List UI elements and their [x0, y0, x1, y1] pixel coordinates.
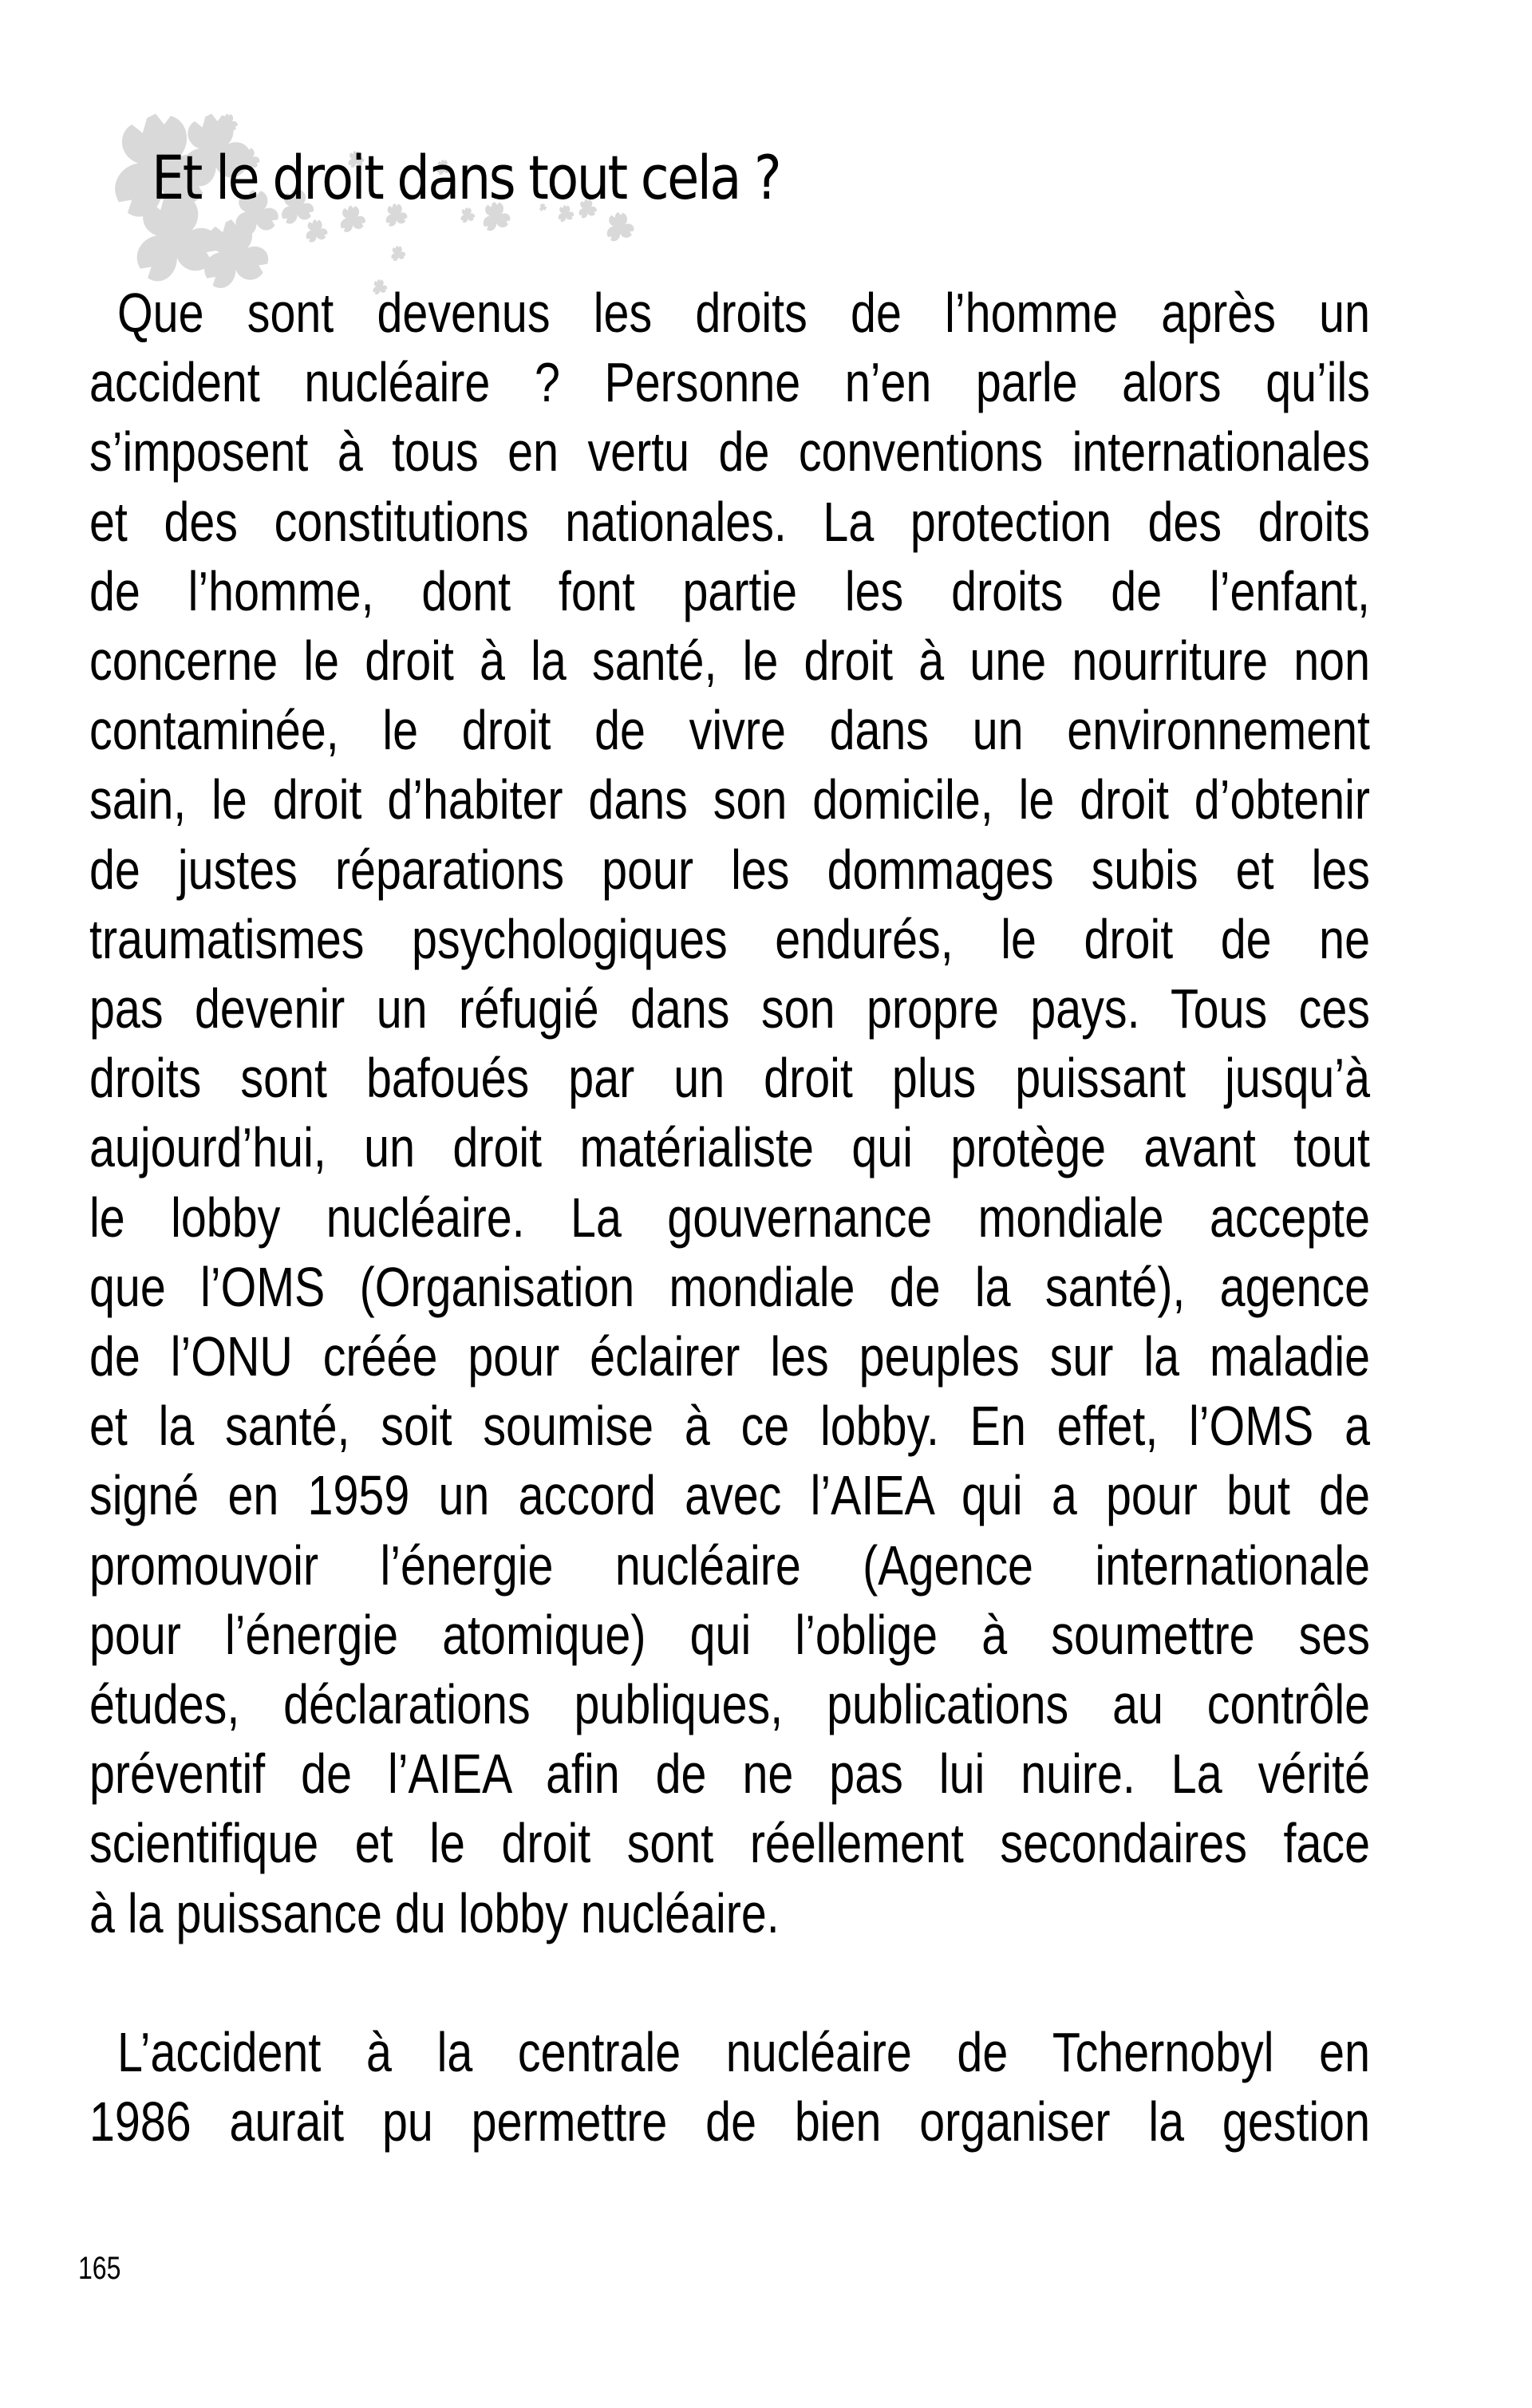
text-line: de l’homme, dont font partie les droits de l’enfant, — [89, 559, 1371, 622]
text-line: accident nucléaire ? Personne n’en parle alors qu’ils — [89, 351, 1371, 414]
text-line: que l’OMS (Organisation mondiale de la santé), agence — [89, 1255, 1371, 1318]
blossom-shape — [306, 219, 328, 243]
text-line: études, déclarations publiques, publications au contrôle — [89, 1673, 1370, 1735]
text-line: le lobby nucléaire. La gouvernance mondiale accepte — [89, 1186, 1371, 1249]
page-number: 165 — [78, 2251, 121, 2286]
section-heading: Et le droit dans tout cela ? — [152, 142, 780, 213]
text-line: pas devenir un réfugié dans son propre pays. Tous ces — [89, 977, 1370, 1040]
text-line: contaminée, le droit de vivre dans un environnement — [89, 699, 1370, 762]
text-line: préventif de l’AIEA afin de ne pas lui nuire. La vérité — [89, 1743, 1370, 1806]
text-line: et des constitutions nationales. La protection des droits — [89, 490, 1370, 553]
text-line: pour l’énergie atomique) qui l’oblige à soumettre ses — [89, 1603, 1371, 1666]
text-line: traumatismes psychologiques endurés, le droit de ne — [89, 907, 1370, 970]
text-line: 1986 aurait pu permettre de bien organiser la gestion — [89, 2090, 1371, 2153]
text-line: s’imposent à tous en vertu de conventions internationales — [89, 420, 1370, 484]
text-line: de l’ONU créée pour éclairer les peuples sur la maladie — [89, 1325, 1370, 1388]
text-line: L’accident à la centrale nucléaire de Tchernobyl en — [117, 2021, 1371, 2083]
text-line: droits sont bafoués par un droit plus puissant jusqu’à — [89, 1047, 1370, 1110]
text-line: aujourd’hui, un droit matérialiste qui protège avant tout — [89, 1116, 1370, 1179]
text-line: promouvoir l’énergie nucléaire (Agence internationale — [89, 1534, 1370, 1597]
text-line: de justes réparations pour les dommages subis et les — [89, 838, 1370, 901]
blossom-shape — [607, 212, 634, 241]
text-line: Que sont devenus les droits de l’homme après un — [117, 282, 1371, 344]
text-line: sain, le droit d’habiter dans son domicile, le droit d’obtenir — [89, 768, 1370, 831]
text-line: à la puissance du lobby nucléaire. — [89, 1881, 780, 1944]
text-line: concerne le droit à la santé, le droit à une nourriture non — [89, 630, 1371, 692]
text-line: scientifique et le droit sont réellement secondaires face — [89, 1812, 1370, 1875]
text-line: signé en 1959 un accord avec l’AIEA qui a pour but de — [89, 1464, 1371, 1527]
text-line: et la santé, soit soumise à ce lobby. En effet, l’OMS a — [89, 1395, 1371, 1458]
blossom-shape — [391, 246, 405, 261]
